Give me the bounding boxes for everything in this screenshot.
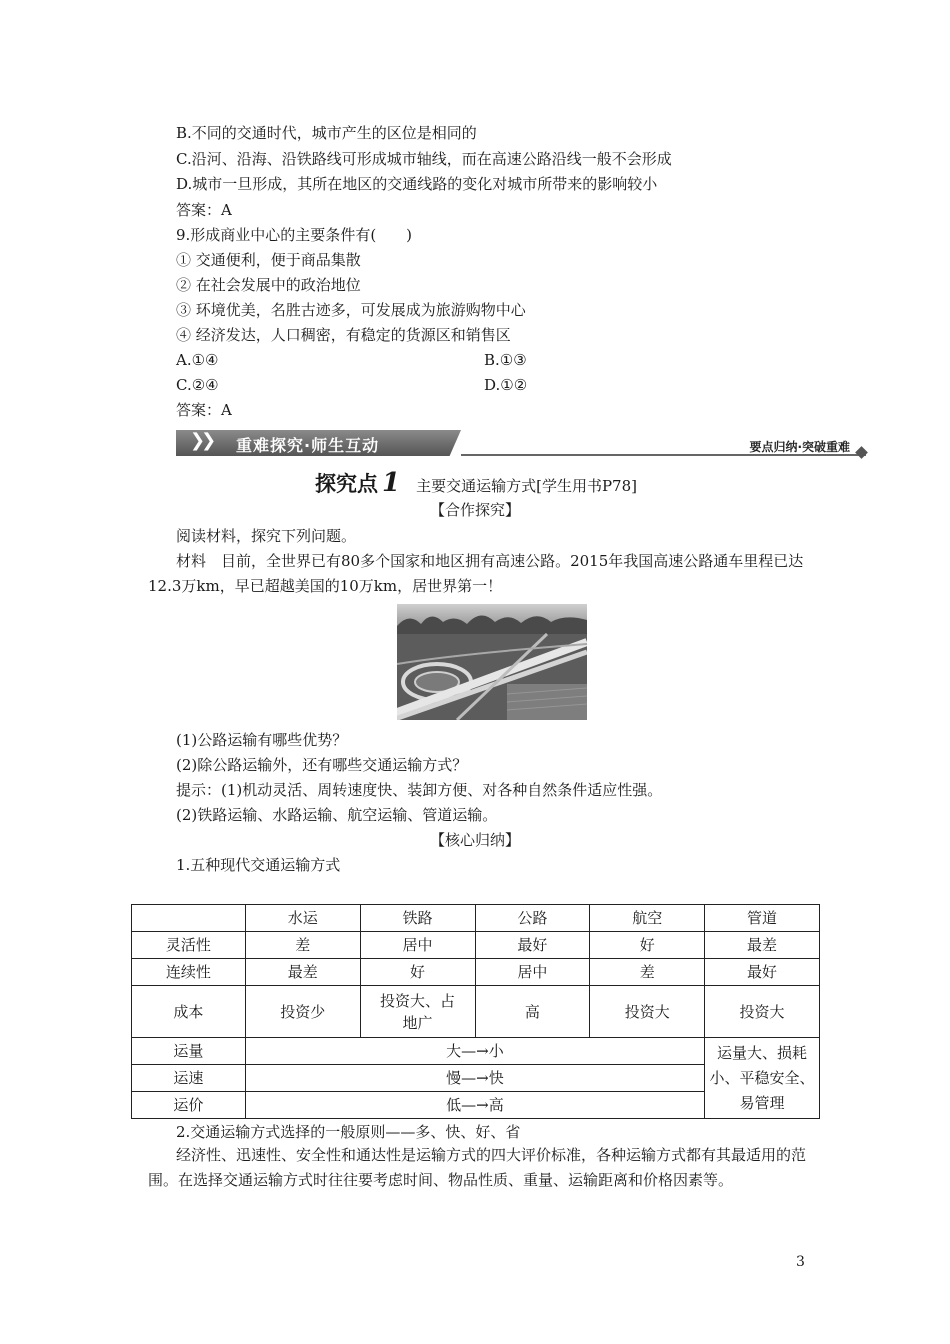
table-header-row: [132, 905, 820, 932]
table-cell: 居中: [360, 932, 475, 959]
question-2: (2)除公路运输外，还有哪些交通运输方式？: [176, 756, 468, 774]
q9-choice-d: D.①②: [484, 376, 528, 394]
q8-answer: 答案：A: [176, 201, 232, 219]
table-cell: 高: [475, 986, 590, 1038]
table-row-label: 运量: [132, 1038, 246, 1065]
q9-choice-b: B.①③: [484, 351, 527, 369]
hint-1: 提示：(1)机动灵活、周转速度快、装卸方便、对各种自然条件适应性强。: [176, 781, 663, 799]
q8-option-b: B.不同的交通时代，城市产生的区位是相同的: [176, 124, 477, 142]
core-label: 【核心归纳】: [429, 831, 520, 849]
explore-subtitle: 主要交通运输方式[学生用书P78]: [416, 477, 637, 495]
table-header-cell: [132, 905, 246, 932]
explore-heading: [315, 468, 637, 498]
q9-answer: 答案：A: [176, 401, 232, 419]
table-header-cell: 铁路: [360, 905, 475, 932]
table-row-label: 连续性: [132, 959, 246, 986]
table-cell: 居中: [475, 959, 590, 986]
q9-choice-c: C.②④: [176, 376, 219, 394]
point-1-title: 1.五种现代交通运输方式: [176, 856, 341, 874]
q9-item-4: ④ 经济发达，人口稠密，有稳定的货源区和销售区: [176, 326, 511, 344]
table-row: [132, 986, 820, 1038]
table-row-label: 成本: [132, 986, 246, 1038]
table-row: [132, 932, 820, 959]
table-trend-cell: 低—→高: [245, 1092, 704, 1119]
table-cell: 好: [360, 959, 475, 986]
principle-title: 2.交通运输方式选择的一般原则——多、快、好、省: [176, 1123, 521, 1141]
explore-label: 探究点: [315, 472, 378, 496]
question-1: (1)公路运输有哪些优势？: [176, 731, 348, 749]
intro-text: 阅读材料，探究下列问题。: [176, 527, 357, 545]
table-header-cell: 公路: [475, 905, 590, 932]
diamond-icon: [855, 446, 868, 459]
explore-number: 1: [382, 468, 401, 498]
table-cell: 投资大: [590, 986, 705, 1038]
section-banner: [176, 428, 866, 460]
table-cell: 最差: [245, 959, 360, 986]
table-row: [132, 959, 820, 986]
double-chevron-icon: ❯❯: [190, 430, 213, 451]
table-cell: 好: [590, 932, 705, 959]
coop-label: 【合作探究】: [429, 501, 520, 519]
table-cell: 差: [245, 932, 360, 959]
table-row-label: 运速: [132, 1065, 246, 1092]
table-cell: 最好: [475, 932, 590, 959]
pipeline-note-cell: 运量大、损耗小、平稳安全、易管理: [705, 1038, 820, 1119]
table-cell: 投资大: [705, 986, 820, 1038]
banner-right-label: 要点归纳·突破重难: [749, 440, 850, 454]
banner-title: 重难探究·师生互动: [236, 436, 380, 455]
q8-option-d: D.城市一旦形成，其所在地区的交通线路的变化对城市所带来的影响较小: [176, 175, 658, 193]
table-row: [132, 1038, 820, 1065]
table-header-cell: 航空: [590, 905, 705, 932]
q9-stem: 9.形成商业中心的主要条件有( ): [176, 226, 413, 244]
table-cell: 投资少: [245, 986, 360, 1038]
q9-item-3: ③ 环境优美，名胜古迹多，可发展成为旅游购物中心: [176, 301, 526, 319]
highway-interchange-photo: [397, 604, 587, 720]
table-cell: 差: [590, 959, 705, 986]
table-row-label: 灵活性: [132, 932, 246, 959]
table-cell: 最差: [705, 932, 820, 959]
transport-comparison-table: [131, 904, 820, 1119]
table-cell: 最好: [705, 959, 820, 986]
table-trend-cell: 大—→小: [245, 1038, 704, 1065]
q8-option-c: C.沿河、沿海、沿铁路线可形成城市轴线，而在高速公路沿线一般不会形成: [176, 150, 672, 168]
table-row-label: 运价: [132, 1092, 246, 1119]
table-trend-cell: 慢—→快: [245, 1065, 704, 1092]
table-header-cell: 水运: [245, 905, 360, 932]
q9-item-1: ① 交通便利，便于商品集散: [176, 251, 361, 269]
hint-2: (2)铁路运输、水路运输、航空运输、管道运输。: [176, 806, 498, 824]
table-header-cell: 管道: [705, 905, 820, 932]
q9-choice-a: A.①④: [176, 351, 219, 369]
page-number: 3: [796, 1254, 805, 1270]
q9-item-2: ② 在社会发展中的政治地位: [176, 276, 361, 294]
principle-body: 经济性、迅速性、安全性和通达性是运输方式的四大评价标准，各种运输方式都有其最适用的范围。在选择交通运输方式时往往要考虑时间、物品性质、重量、运输距离和价格因素等。: [148, 1146, 807, 1189]
table-cell: 投资大、占地广: [360, 986, 475, 1038]
material-text: 材料 目前，全世界已有80多个国家和地区拥有高速公路。2015年我国高速公路通车里程已达12.3万km，早已超越美国的10万km，居世界第一！: [148, 552, 804, 595]
